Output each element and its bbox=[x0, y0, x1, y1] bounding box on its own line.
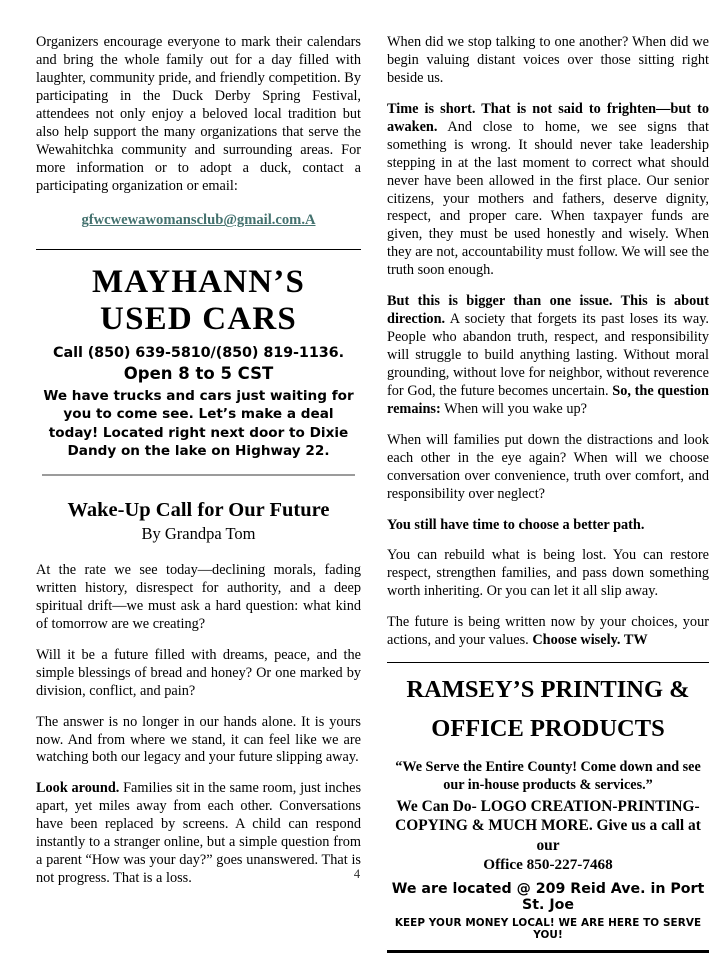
page-number: 4 bbox=[353, 867, 361, 881]
article-paragraph-emphasis: You still have time to choose a better path. bbox=[387, 516, 645, 533]
email-contact-line bbox=[36, 211, 361, 229]
article-paragraph bbox=[387, 614, 709, 650]
article-paragraph-lead-in: Time is short. That is not said to frighten—but to awaken. bbox=[387, 100, 709, 135]
ad-ramseys-tagline: KEEP YOUR MONEY LOCAL! WE ARE HERE TO SERVE YOU! bbox=[394, 917, 702, 941]
article-paragraph-text: A society that forgets its past loses its way. People who abandon truth, respect, and responsibility will struggle to build anything lasting. Without moral grounding, without love for neighbor, without reverence for God, the future becomes uncertain. bbox=[387, 311, 709, 399]
article-paragraph bbox=[387, 293, 709, 419]
duck-derby-paragraph: Organizers encourage everyone to mark their calendars and bring the whole family out for a day filled with laughter, community pride, and friendly competition. By participating in the Duck Derby Spring Festival, attendees not only enjoy a beloved local tradition but also help support the many organizations that serve the Wewahitchka community and surrounding areas. For more information or to adopt a duck, contact a participating organization or email: bbox=[36, 34, 361, 194]
article-paragraph-text: When will you wake up? bbox=[440, 400, 587, 417]
ad-mayhanns-title-line-2: USED CARS bbox=[100, 301, 297, 338]
ad-ramseys-quote: “We Serve the Entire County! Come down and see our in-house products & services.” bbox=[395, 758, 701, 794]
article-body-left bbox=[36, 562, 361, 888]
article-byline: By Grandpa Tom bbox=[141, 524, 256, 544]
article-headline: Wake-Up Call for Our Future bbox=[67, 498, 330, 521]
ad-mayhanns-phone: Call (850) 639-5810/(850) 819-1136. bbox=[53, 345, 344, 362]
article-paragraph: You can rebuild what is being lost. You can restore respect, strengthen families, and pass down something worth inheriting. Or you can let it all slip away. bbox=[387, 547, 709, 600]
article-paragraph-text: The future is being written now by your choices, your actions, and your values. bbox=[387, 614, 709, 649]
article-paragraph: At the rate we see today—declining morals, fading written history, disrespect for authority, and a deep spiritual drift—we must ask a hard question: what kind of tomorrow are we creating? bbox=[36, 562, 361, 632]
ramseys-ad-top-divider bbox=[387, 662, 709, 663]
left-column bbox=[36, 34, 361, 901]
article-paragraph-text: And close to home, we see signs that something is wrong. It should never take leadership stepping in at the last moment to correct what should never have been allowed in the first place. Our senior citizens, your mothers and fathers, deserve dignity, respect, and proper care. When taxpayer funds are given, they must be used honestly and wisely. When they are not, accountability must follow. We will see the truth soon enough. bbox=[387, 118, 709, 279]
article-paragraph: When did we stop talking to one another? When did we begin valuing distant voices over those sitting right beside us. bbox=[387, 34, 709, 86]
ad-mayhanns-used-cars bbox=[36, 250, 361, 459]
article-paragraph: When will families put down the distractions and look each other in the eye again? When will we choose conversation over convenience, truth over comfort, and responsibility over neglect? bbox=[387, 431, 709, 502]
ad-ramseys-title-line-2: OFFICE PRODUCTS bbox=[431, 715, 665, 742]
article-paragraph: Will it be a future filled with dreams, peace, and the simple blessings of bread and honey? Or one marked by division, conflict, and pain? bbox=[36, 646, 361, 699]
ad-ramseys-printing bbox=[387, 675, 709, 941]
article-paragraph-text: Families sit in the same room, just inches apart, yet miles away from each other. Conversations have been replaced by screens. A child can respond instantly to a stranger online, but a simple question from a parent “How was your day?” goes unanswered. That is not progress. That is a loss. bbox=[36, 780, 362, 887]
article-paragraph bbox=[387, 101, 709, 280]
ad-mayhanns-hours: Open 8 to 5 CST bbox=[123, 364, 274, 384]
two-column-layout bbox=[36, 34, 709, 941]
ad-ramseys-office-phone: Office 850-227-7468 bbox=[483, 856, 613, 873]
ad-mayhanns-copy: We have trucks and cars just waiting for you to come see. Let’s make a deal today! Located right next door to Dixie Dandy on the lake on Highway 22. bbox=[43, 388, 354, 459]
ad-mayhanns-title-line-1: MAYHANN’S bbox=[91, 264, 306, 301]
article-paragraph-lead-in: Look around. bbox=[36, 780, 120, 797]
womans-club-email-link[interactable]: gfwcwewawomansclub@gmail.com.A bbox=[81, 212, 316, 229]
ad-bottom-divider bbox=[42, 474, 355, 476]
ad-ramseys-services: We Can Do- LOGO CREATION-PRINTING-COPYING & MUCH MORE. Give us a call at our bbox=[395, 797, 701, 854]
right-column bbox=[387, 34, 709, 953]
article-paragraph bbox=[387, 517, 709, 535]
article-paragraph: The answer is no longer in our hands alone. It is yours now. And from where we stand, it can feel like we are watching both our legacy and your future slipping away. bbox=[36, 713, 361, 766]
ad-ramseys-title-line-1: RAMSEY’S PRINTING & bbox=[406, 676, 690, 704]
article-header bbox=[36, 498, 361, 544]
article-paragraph-lead-in: But this is bigger than one issue. This is about direction. bbox=[387, 293, 709, 328]
article-closing-emphasis: Choose wisely. TW bbox=[532, 632, 648, 649]
article-paragraph-emphasis: So, the question remains: bbox=[387, 382, 709, 417]
ad-ramseys-location: We are located @ 209 Reid Ave. in Port St. Joe bbox=[391, 881, 705, 913]
